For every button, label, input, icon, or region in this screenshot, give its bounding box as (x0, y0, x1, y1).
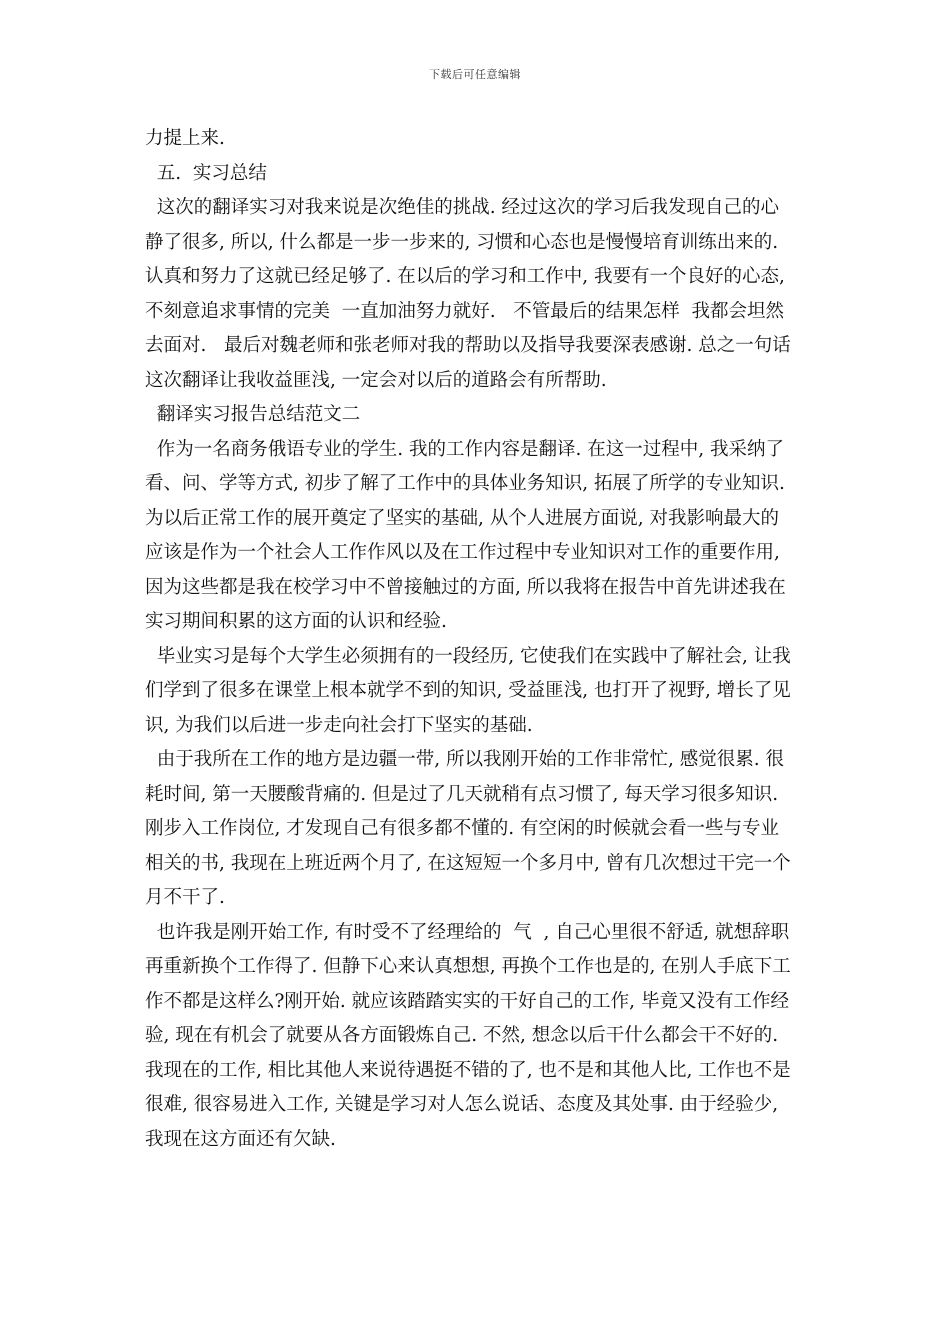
text-line: 不刻意追求事情的完美 一直加油努力就好. 不管最后的结果怎样 我都会坦然 (145, 300, 785, 322)
text-line: 作不都是这样么?刚开始. 就应该踏踏实实的干好自己的工作, 毕竟又没有工作经 (145, 990, 789, 1012)
document-body (145, 122, 813, 1157)
text-line: 也许我是刚开始工作, 有时受不了经理给的 气 , 自己心里很不舒适, 就想辞职 (145, 921, 790, 943)
page-header: 下载后可任意编辑 (429, 68, 521, 81)
text-line: 验, 现在有机会了就要从各方面锻炼自己. 不然, 想念以后干什么都会干不好的. (145, 1025, 779, 1046)
text-line: 月不干了. (145, 887, 225, 908)
text-line: 由于我所在工作的地方是边疆一带, 所以我刚开始的工作非常忙, 感觉很累. 很 (145, 749, 785, 770)
text-line: 作为一名商务俄语专业的学生. 我的工作内容是翻译. 在这一过程中, 我采纳了 (145, 438, 785, 460)
text-line: 去面对. 最后对魏老师和张老师对我的帮助以及指导我要深表感谢. 总之一句话 (145, 335, 791, 356)
text-line: 静了很多, 所以, 什么都是一步一步来的, 习惯和心态也是慢慢培育训练出来的. (145, 231, 779, 253)
section-heading: 翻译实习报告总结范文二 (145, 404, 361, 425)
text-line: 我现在这方面还有欠缺. (145, 1128, 336, 1150)
text-line: 很难, 很容易进入工作, 关键是学习对人怎么说话、态度及其处事. 由于经验少, (145, 1094, 779, 1115)
text-line: 为以后正常工作的展开奠定了坚实的基础, 从个人进展方面说, 对我影响最大的 (145, 507, 780, 529)
text-line: 们学到了很多在课堂上根本就学不到的知识, 受益匪浅, 也打开了视野, 增长了见 (145, 680, 791, 701)
text-line: 耗时间, 第一天腰酸背痛的. 但是过了几天就稍有点习惯了, 每天学习很多知识. (145, 783, 779, 805)
text-line: 相关的书, 我现在上班近两个月了, 在这短短一个多月中, 曾有几次想过干完一个 (145, 852, 791, 874)
text-line: 认真和努力了这就已经足够了. 在以后的学习和工作中, 我要有一个良好的心态, (145, 266, 785, 287)
text-line: 毕业实习是每个大学生必须拥有的一段经历, 它使我们在实践中了解社会, 让我 (145, 645, 791, 667)
text-line: 力提上来. (145, 128, 225, 149)
text-line: 我现在的工作, 相比其他人来说待遇挺不错的了, 也不是和其他人比, 工作也不是 (145, 1059, 791, 1081)
text-line: 看、问、学等方式, 初步了解了工作中的具体业务知识, 拓展了所学的专业知识. (145, 473, 785, 494)
text-line: 这次的翻译实习对我来说是次绝佳的挑战. 经过这次的学习后我发现自己的心 (145, 197, 780, 218)
text-line: 这次翻译让我收益匪浅, 一定会对以后的道路会有所帮助. (145, 369, 607, 391)
text-line: 应该是作为一个社会人工作作风以及在工作过程中专业知识对工作的重要作用, (145, 542, 780, 563)
text-line: 刚步入工作岗位, 才发现自己有很多都不懂的. 有空闲的时候就会看一些与专业 (145, 818, 780, 839)
text-line: 再重新换个工作得了. 但静下心来认真想想, 再换个工作也是的, 在别人手底下工 (145, 956, 791, 977)
text-line: 实习期间积累的这方面的认识和经验. (145, 611, 447, 632)
text-line: 识, 为我们以后进一步走向社会打下坚实的基础. (145, 714, 533, 736)
text-line: 因为这些都是我在校学习中不曾接触过的方面, 所以我将在报告中首先讲述我在 (145, 576, 786, 598)
section-heading: 五. 实习总结 (145, 162, 267, 184)
